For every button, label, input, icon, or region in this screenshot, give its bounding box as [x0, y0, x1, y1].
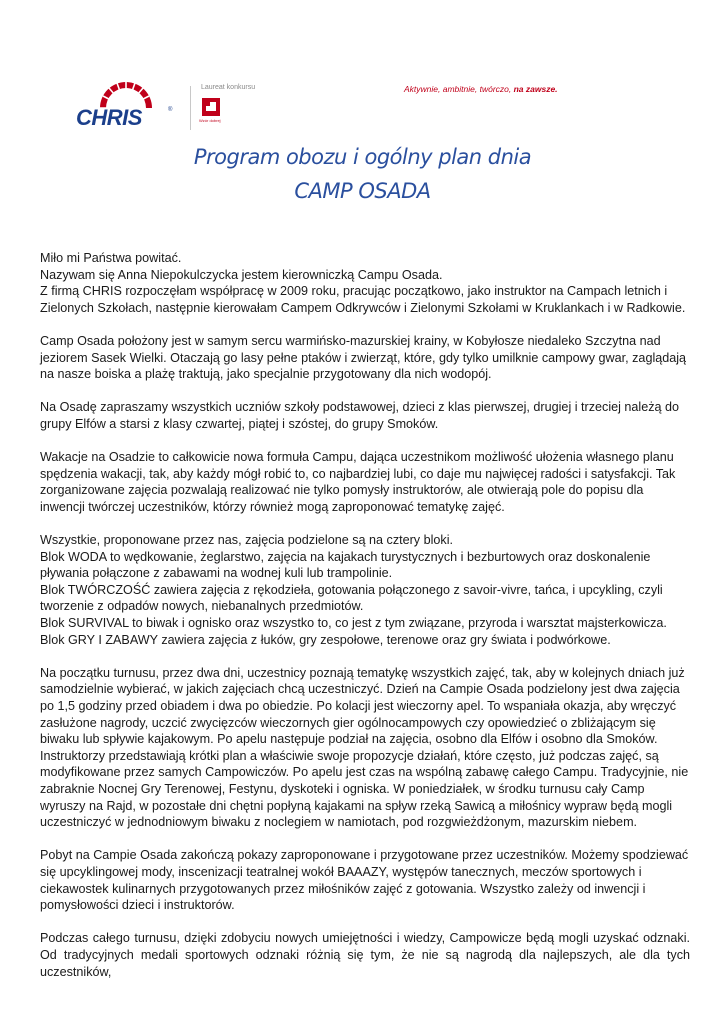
block-line: Blok SURVIVAL to biwak i ognisko oraz wszystko to, co jest z tym związane, przyroda i warsztat majsterkowicza. [40, 616, 667, 631]
logo-wordmark: CHRIS [76, 105, 142, 130]
intro-paragraph [40, 250, 690, 316]
title-line-2: CAMP OSADA [294, 179, 431, 203]
document-body [40, 250, 690, 997]
title-line-1: Program obozu i ogólny plan dnia [193, 145, 532, 169]
body-paragraph: Wakacje na Osadzie to całkowicie nowa formuła Campu, dająca uczestnikom możliwość ułożenia własnego planu spędzenia wakacji, tak, aby każdy mógł robić to, co najbardziej lubi, co daje mu najwięcej radości i satysfakcji. Tak zorganizowane zajęcia pozwalają realizować nie tylko pomysły instruktorów, ale otwierają pole do popisu dla inwencji twórczej uczestników, którzy również mogą zaproponować tematykę zajęć. [40, 450, 676, 514]
award-logo-icon [202, 98, 220, 116]
body-paragraph: Podczas całego turnusu, dzięki zdobyciu nowych umiejętności i wiedzy, Campowicze będą mogli uzyskać odznaki. Od tradycyjnych medali sportowych odznaki różnią się tym, że nie są nagrodą dla najlepszych, ale dla tych uczestników, [40, 931, 690, 979]
slogan-emphasis: na zawsze. [513, 84, 558, 94]
block-line: Wszystkie, proponowane przez nas, zajęcia podzielone są na cztery bloki. [40, 533, 454, 548]
slogan-prefix: Aktywnie, ambitnie, twórczo, [404, 84, 514, 94]
document-title [0, 140, 725, 208]
intro-line: Z firmą CHRIS rozpoczęłam współpracę w 2009 roku, pracując początkowo, jako instruktor na Campach letnich i Zielonych Szkołach, następnie kierowałam Campem Odkrywców i Zielonymi Szkołami w Kruklankach i w Radkowie. [40, 284, 686, 315]
body-paragraph: Na początku turnusu, przez dwa dni, uczestnicy poznają tematykę wszystkich zajęć, tak, aby w kolejnych dniach już samodzielnie wybierać, w jakich zajęciach chcą uczestniczyć. Dzień na Campie Osada podzielony jest dwa zajęcia po 1,5 godziny przed obiadem i dwa po obiedzie. Po kolacji jest wieczorny apel. To wspaniała okazja, aby wręczyć zasłużone nagrody, uczcić zwycięzców wieczornych gier ogólnocampowych czy opowiedzieć o zbliżającym się biwaku lub spływie kajakowym. Po apelu następuje podział na zajęcia, osobno dla Elfów i osobno dla Smoków. Instruktorzy przedstawiają krótki plan a właściwie swoje propozycje działań, które często, już podczas zajęć, są modyfikowane przez samych Campowiczów. Po apelu jest czas na wspólną zabawę całego Campu. Tradycyjnie, nie zabraknie Nocnej Gry Terenowej, Festynu, dyskoteki i ogniska. W poniedziałek, w środku turnusu cały Camp wyruszy na Rajd, w pozostałe dni chętni popłyną kajakami na spływ rzeką Sawicą a miłośnicy wypraw będą mogli uczestniczyć w jednodniowym biwaku z noclegiem w namiotach, pod rozgwieżdżonym, mazurskim niebem. [40, 665, 689, 830]
registered-mark: ® [168, 107, 173, 113]
laureat-label: Laureat konkursu [201, 84, 256, 91]
intro-line: Nazywam się Anna Niepokulczycka jestem kierowniczką Campu Osada. [40, 267, 443, 282]
award-caption: Wzór dobrej [199, 118, 221, 123]
block-line: Blok TWÓRCZOŚĆ zawiera zajęcia z rękodzieła, gotowania połączonego z savoir-vivre, tańca, i upcykling, czyli tworzenie z odpadów nowych, niebanalnych przedmiotów. [40, 582, 663, 614]
chris-logo [76, 80, 176, 130]
company-slogan [404, 84, 558, 94]
block-line: Blok GRY I ZABAWY zawiera zajęcia z łuków, gry zespołowe, terenowe oraz gry świata i podwórkowe. [40, 632, 611, 647]
body-paragraph: Camp Osada położony jest w samym sercu warmińsko-mazurskiej krainy, w Kobyłosze niedaleko Szczytna nad jeziorem Sasek Wielki. Otaczają go lasy pełne ptaków i zwierząt, które, gdy tylko umilknie campowy gwar, zaglądają na nasze boiska a plażę traktują, jako specjalnie przygotowany dla nich wodopój. [40, 333, 687, 382]
page-header [0, 0, 725, 140]
intro-line: Miło mi Państwa powitać. [40, 251, 182, 265]
block-line: Blok WODA to wędkowanie, żeglarstwo, zajęcia na kajakach turystycznych i bezburtowych oraz doskonalenie pływania połączone z zabawami na wodnej kuli lub trampolinie. [40, 549, 651, 581]
blocks-paragraph [40, 532, 690, 648]
body-paragraph: Na Osadę zapraszamy wszystkich uczniów szkoły podstawowej, dzieci z klas pierwszej, drugiej i trzeciej należą do grupy Elfów a starsi z klasy czwartej, piątej i szóstej, do grupy Smoków. [40, 400, 680, 431]
body-paragraph: Pobyt na Campie Osada zakończą pokazy zaproponowane i przygotowane przez uczestników. Możemy spodziewać się upcyklingowej mody, inscenizacji teatralnej wokół BAAAZY, występów tanecznych, meczów sportowych i ciekawostek kulinarnych przygotowanych przez miłośników zajęć z gotowania. Wszystko zależy od inwencji i pomysłowości dzieci i instruktorów. [40, 848, 689, 913]
header-divider [190, 86, 191, 130]
